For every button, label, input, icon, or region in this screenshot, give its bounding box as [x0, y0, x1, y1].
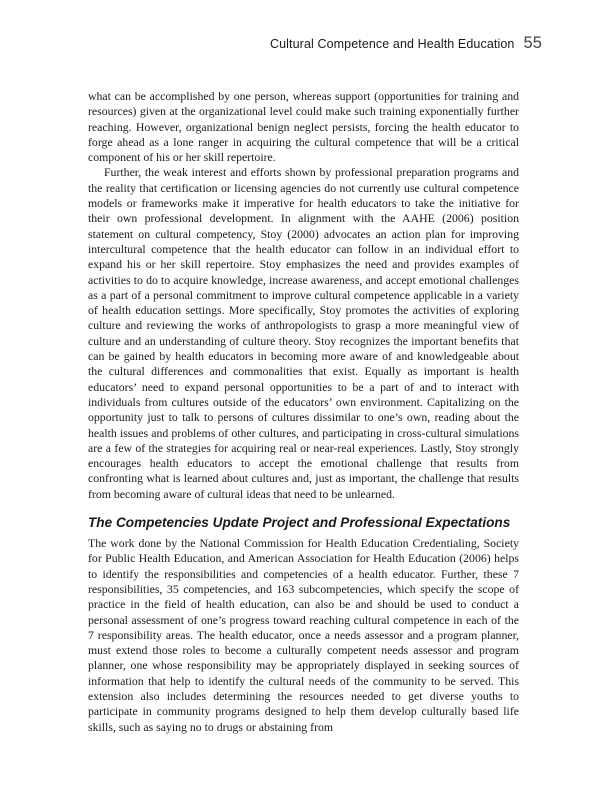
- running-header: [270, 34, 542, 53]
- page-body: [88, 89, 519, 735]
- running-title: Cultural Competence and Health Education: [270, 37, 515, 51]
- body-paragraph: Further, the weak interest and efforts shown by professional preparation programs and the reality that certification or licensing agencies do not currently use cultural competence models or frameworks make it imperative for health educators to take the initiative for their own professional development. In alignment with the AAHE (2006) position statement on cultural competency, Stoy (2000) advocates an action plan for improving intercultural competence that the health educator can follow in an individual effort to expand his or her skill repertoire. Stoy emphasizes the need and provides examples of activities to do to acquire knowledge, increase awareness, and accept emotional challenges as a part of a personal commitment to improve cultural competence applicable in a variety of health education settings. More specifically, Stoy promotes the activities of exploring culture and reviewing the works of anthropologists to grasp a more meaningful view of culture and an understanding of culture theory. Stoy recognizes the important benefits that can be gained by health educators in becoming more aware of and knowledgeable about the cultural differences and commonalities that exist. Equally as important is health educators’ need to expand personal opportunities to be a part of and to interact with individuals from cultures outside of the educators’ own environment. Capitalizing on the opportunity just to talk to persons of cultures dissimilar to one’s own, reading about the health issues and problems of other cultures, and participating in cross-cultural simulations are a few of the strategies for acquiring real or near-real experiences. Lastly, Stoy strongly encourages health educators to accept the emotional challenge that results from confronting what is learned about cultures and, just as important, the challenge that results from becoming aware of cultural ideas that need to be unlearned.: [88, 165, 519, 501]
- body-paragraph: what can be accomplished by one person, whereas support (opportunities for training and resources) given at the organizational level could make such training exponentially further reaching. However, organizational benign neglect persists, forcing the health educator to forge ahead as a lone ranger in acquiring the cultural competence that will be a critical component of his or her skill repertoire.: [88, 89, 519, 165]
- page-number: 55: [523, 34, 542, 52]
- section-heading: The Competencies Update Project and Professional Expectations: [88, 515, 511, 531]
- body-paragraph: The work done by the National Commission for Health Education Credentialing, Society for Public Health Education, and American Association for Health Education (2006) helps to identify the responsibilities and competencies of a health educator. Further, these 7 responsibilities, 35 competencies, and 163 subcompetencies, which specify the scope of practice in the field of health education, can also be and should be used to conduct a personal assessment of one’s progress toward reaching cultural competence in each of the 7 responsibility areas. The health educator, once a needs assessor and a program planner, must extend those roles to become a culturally competent needs assessor and program planner, one whose responsibility may be appropriately displayed in seeking sources of information that help to identify the cultural needs of the community to be served. This extension also includes determining the resources needed to get diverse youths to participate in community programs designed to help them develop culturally based life skills, such as saying no to drugs or abstaining from: [88, 536, 519, 734]
